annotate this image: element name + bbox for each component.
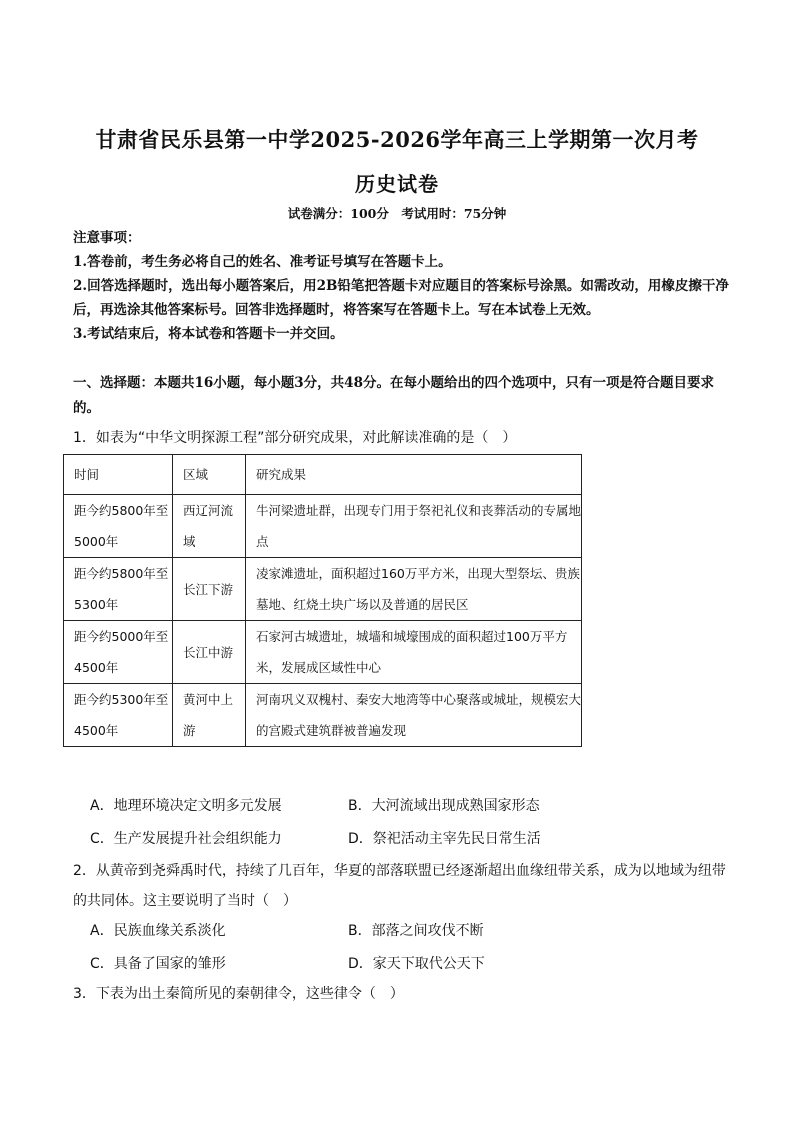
table-header-row: [64, 455, 582, 495]
exam-title: 甘肃省民乐县第一中学2025-2026学年高三上学期第一次月考: [95, 127, 699, 152]
option-b[interactable]: B．大河流域出现成熟国家形态: [348, 798, 540, 814]
question-2-options: [90, 920, 710, 980]
notice-item-1: 1.答卷前，考生务必将自己的姓名、准考证号填写在答题卡上。: [73, 254, 452, 270]
table-header-cell: 研究成果: [246, 455, 582, 495]
research-table: [63, 454, 582, 747]
table-cell-region: 西辽河流域: [173, 495, 246, 558]
table-row: [64, 558, 582, 621]
option-c[interactable]: C．具备了国家的雏形: [90, 956, 226, 972]
table-cell-time: 距今约5800年至5300年: [64, 558, 173, 621]
question-1-options: [90, 795, 710, 855]
notice-block: [73, 226, 733, 346]
table-header-cell: 时间: [64, 455, 173, 495]
table-cell-region: 长江中游: [173, 621, 246, 684]
option-c[interactable]: C．生产发展提升社会组织能力: [90, 831, 282, 847]
option-a[interactable]: A．民族血缘关系淡化: [90, 923, 226, 939]
question-2-stem: 2．从黄帝到尧舜禹时代，持续了几百年，华夏的部落联盟已经逐渐超出血缘纽带关系，成为以地域为纽带的共同体。这主要说明了当时（ ）: [73, 863, 726, 909]
notice-heading: 注意事项：: [73, 230, 141, 246]
table-row: [64, 495, 582, 558]
table-header-cell: 区域: [173, 455, 246, 495]
table-row: [64, 684, 582, 747]
option-a[interactable]: A．地理环境决定文明多元发展: [90, 798, 282, 814]
table-cell-time: 距今约5800年至5000年: [64, 495, 173, 558]
notice-item-2: 2.回答选择题时，选出每小题答案后，用2B铅笔把答题卡对应题目的答案标号涂黑。如需改动，用橡皮擦干净后，再选涂其他答案标号。回答非选择题时，将答案写在答题卡上。写在本试卷上无效。: [73, 278, 729, 318]
table-cell-region: 黄河中上游: [173, 684, 246, 747]
section-1-heading: 一、选择题：本题共16小题，每小题3分，共48分。在每小题给出的四个选项中，只有一项是符合题目要求的。: [73, 375, 714, 416]
option-d[interactable]: D．祭祀活动主宰先民日常生活: [348, 831, 541, 847]
table-cell-result: 石家河古城遗址，城墙和城壕围成的面积超过100万平方米，发展成区域性中心: [246, 621, 582, 684]
table-cell-time: 距今约5300年至4500年: [64, 684, 173, 747]
question-3-stem: 3．下表为出土秦简所见的秦朝律令，这些律令（ ）: [73, 986, 404, 1002]
table-cell-result: 牛河梁遗址群，出现专门用于祭祀礼仪和丧葬活动的专属地点: [246, 495, 582, 558]
question-1-stem: 1．如表为“中华文明探源工程”部分研究成果，对此解读准确的是（ ）: [73, 430, 517, 446]
option-b[interactable]: B．部落之间攻伐不断: [348, 923, 484, 939]
table-cell-time: 距今约5000年至4500年: [64, 621, 173, 684]
notice-item-3: 3.考试结束后，将本试卷和答题卡一并交回。: [73, 326, 344, 342]
table-cell-result: 凌家滩遗址，面积超过160万平方米，出现大型祭坛、贵族墓地、红烧土块广场以及普通的居民区: [246, 558, 582, 621]
table-cell-result: 河南巩义双槐村、秦安大地湾等中心聚落或城址，规模宏大的宫殿式建筑群被普遍发现: [246, 684, 582, 747]
option-d[interactable]: D．家天下取代公天下: [348, 956, 485, 972]
table-cell-region: 长江下游: [173, 558, 246, 621]
table-row: [64, 621, 582, 684]
exam-meta: 试卷满分：100分 考试用时：75分钟: [287, 206, 507, 221]
subject-title: 历史试卷: [355, 172, 439, 196]
